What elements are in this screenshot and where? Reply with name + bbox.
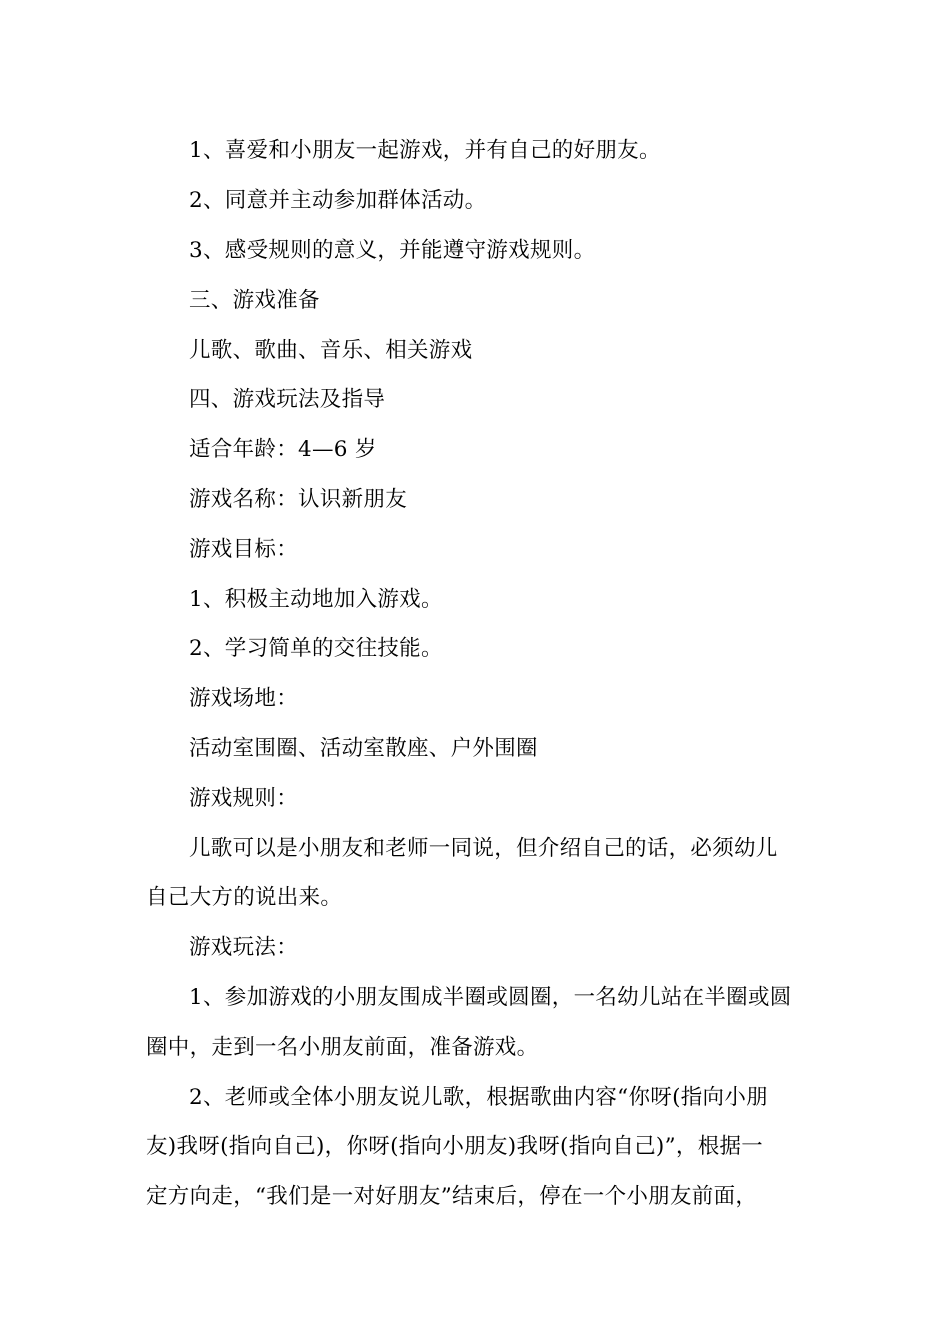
rules-text-line-2: 自己大方的说出来。 [146,885,343,910]
venue-label: 游戏场地： [189,686,299,711]
method-2-line-3: 定方向走，“我们是一对好朋友”结束后，停在一个小朋友前面， [146,1184,758,1209]
goal-line-3: 3、感受规则的意义，并能遵守游戏规则。 [189,238,596,263]
game-name-line: 游戏名称：认识新朋友 [189,487,408,512]
goal-line-1: 1、喜爱和小朋友一起游戏，并有自己的好朋友。 [189,138,661,163]
venue-text: 活动室围圈、活动室散座、户外围圈 [189,736,538,761]
game-goal-2: 2、学习简单的交往技能。 [189,636,443,661]
method-1-line-1: 1、参加游戏的小朋友围成半圈或圆圈，一名幼儿站在半圈或圆 [189,985,792,1010]
rules-label: 游戏规则： [189,786,299,811]
game-goal-1: 1、积极主动地加入游戏。 [189,587,443,612]
method-1-line-2: 圈中，走到一名小朋友前面，准备游戏。 [146,1035,539,1060]
section-heading-preparation: 三、游戏准备 [189,288,320,313]
rules-text-line-1: 儿歌可以是小朋友和老师一同说，但介绍自己的话，必须幼儿 [189,836,778,861]
game-goal-label: 游戏目标： [189,537,299,562]
age-line: 适合年龄：4—6 岁 [189,437,377,462]
method-2-line-1: 2、老师或全体小朋友说儿歌，根据歌曲内容“你呀(指向小朋 [189,1085,768,1110]
preparation-text: 儿歌、歌曲、音乐、相关游戏 [189,338,473,363]
method-2-line-2: 友)我呀(指向自己)，你呀(指向小朋友)我呀(指向自己)”，根据一 [146,1134,764,1159]
section-heading-gameplay: 四、游戏玩法及指导 [189,387,386,412]
method-label: 游戏玩法： [189,935,299,960]
goal-line-2: 2、同意并主动参加群体活动。 [189,188,487,213]
